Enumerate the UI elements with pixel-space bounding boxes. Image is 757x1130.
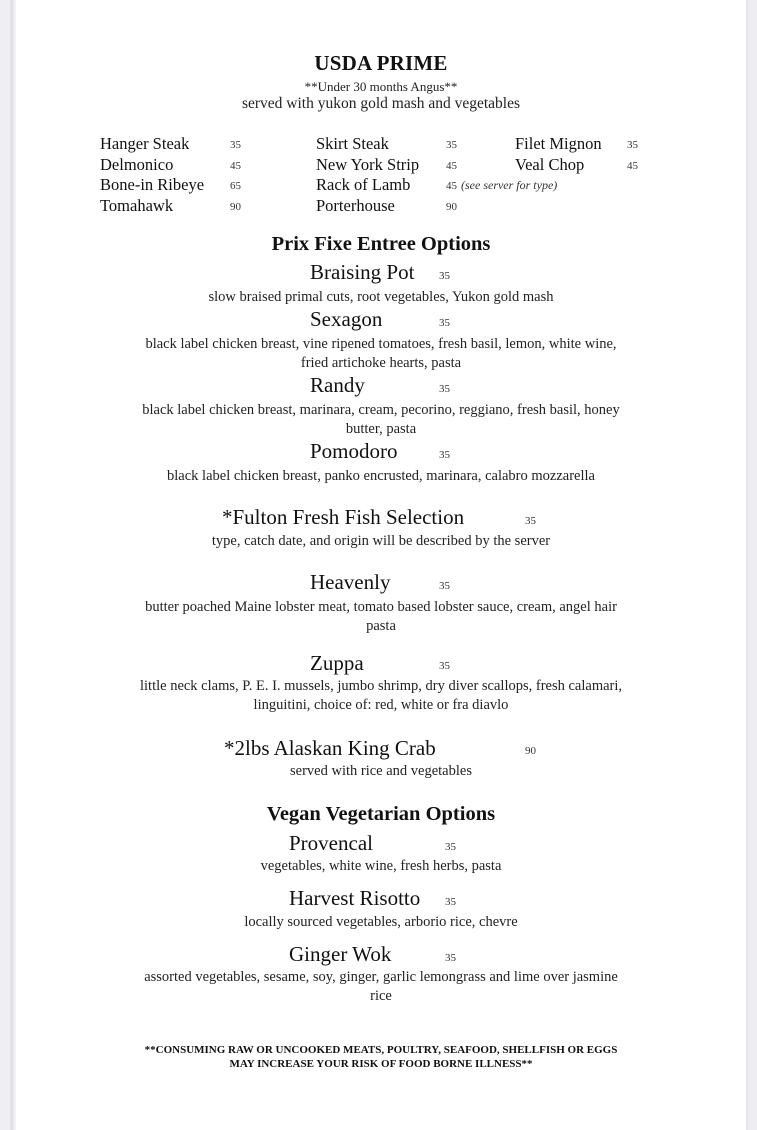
steak-name: New York Strip (316, 155, 420, 174)
dish-description: slow braised primal cuts, root vegetables, Yukon gold mash (208, 289, 554, 305)
dish-name: Braising Pot (310, 260, 415, 284)
steak-name: Porterhouse (316, 196, 395, 215)
steak-name: Delmonico (100, 155, 174, 174)
steak-price: 45 (627, 160, 638, 172)
dish-name: Randy (310, 373, 365, 397)
dish-description: vegetables, white wine, fresh herbs, pasta (260, 858, 502, 874)
section-title-prix-fixe: Prix Fixe Entree Options (271, 233, 491, 255)
dish-price: 35 (439, 449, 450, 461)
page-edge-right (746, 0, 757, 1130)
steak-name: Tomahawk (100, 196, 174, 215)
steak-price: 35 (446, 139, 457, 151)
dish-description: served with rice and vegetables (290, 763, 472, 779)
dish-name: Ginger Wok (289, 942, 392, 966)
dish-description: black label chicken breast, marinara, cream, pecorino, reggiano, fresh basil, honey (142, 402, 620, 418)
dish-price: 35 (439, 317, 450, 329)
dish-name: Sexagon (310, 307, 383, 331)
steak-price: 35 (627, 139, 638, 151)
page-edge-left (0, 0, 15, 1130)
dish-price: 35 (525, 515, 536, 527)
steak-name: Rack of Lamb (316, 175, 411, 194)
steak-name: Filet Mignon (515, 134, 602, 153)
section-title-usda-prime: USDA PRIME (314, 51, 448, 75)
dish-description: linguitini, choice of: red, white or fra diavlo (253, 697, 509, 713)
steak-note: (see server for type) (461, 178, 558, 192)
dish-description: butter poached Maine lobster meat, tomato based lobster sauce, cream, angel hair (145, 599, 617, 615)
dish-description: pasta (366, 618, 396, 634)
dish-description: assorted vegetables, sesame, soy, ginger, garlic lemongrass and lime over jasmine (144, 969, 618, 985)
served-with-note: served with yukon gold mash and vegetables (241, 95, 521, 112)
dish-description: locally sourced vegetables, arborio rice, chevre (244, 914, 518, 930)
dish-price: 35 (439, 383, 450, 395)
disclaimer-line: **CONSUMING RAW OR UNCOOKED MEATS, POULTRY, SEAFOOD, SHELLFISH OR EGGS (144, 1044, 618, 1056)
steak-price: 45 (446, 160, 457, 172)
dish-description: butter, pasta (345, 421, 417, 437)
dish-price: 35 (445, 896, 456, 908)
disclaimer-line: MAY INCREASE YOUR RISK OF FOOD BORNE ILLNESS** (229, 1058, 533, 1070)
dish-description: rice (370, 988, 392, 1004)
dish-price: 35 (439, 660, 450, 672)
section-title-vegan: Vegan Vegetarian Options (266, 803, 496, 825)
steak-name: Veal Chop (515, 155, 585, 174)
dish-name: Heavenly (310, 570, 391, 594)
steak-price: 90 (446, 201, 457, 213)
steak-name: Skirt Steak (316, 134, 389, 153)
dish-name: Zuppa (310, 651, 364, 675)
dish-description: type, catch date, and origin will be described by the server (211, 533, 551, 549)
dish-description: little neck clams, P. E. I. mussels, jumbo shrimp, dry diver scallops, fresh calamari, (139, 678, 623, 694)
steak-price: 65 (230, 180, 241, 192)
dish-price: 35 (439, 270, 450, 282)
dish-name: Provencal (289, 831, 373, 855)
dish-name: Pomodoro (310, 439, 398, 463)
dish-name: Harvest Risotto (289, 886, 421, 910)
steak-price: 90 (230, 201, 241, 213)
steak-price: 45 (230, 160, 241, 172)
angus-note: **Under 30 months Angus** (304, 79, 458, 94)
dish-price: 35 (445, 952, 456, 964)
steak-name: Hanger Steak (100, 134, 190, 153)
steak-price: 45 (446, 180, 457, 192)
dish-description: fried artichoke hearts, pasta (300, 355, 462, 371)
dish-name: *Fulton Fresh Fish Selection (222, 505, 465, 529)
dish-description: black label chicken breast, panko encrusted, marinara, calabro mozzarella (167, 468, 595, 484)
dish-description: black label chicken breast, vine ripened tomatoes, fresh basil, lemon, white wine, (145, 336, 617, 352)
menu-sheet (16, 0, 746, 1130)
dish-name: *2lbs Alaskan King Crab (224, 736, 436, 760)
dish-price: 35 (445, 841, 456, 853)
dish-price: 90 (525, 745, 536, 757)
dish-price: 35 (439, 580, 450, 592)
steak-price: 35 (230, 139, 241, 151)
steak-name: Bone-in Ribeye (100, 175, 205, 194)
